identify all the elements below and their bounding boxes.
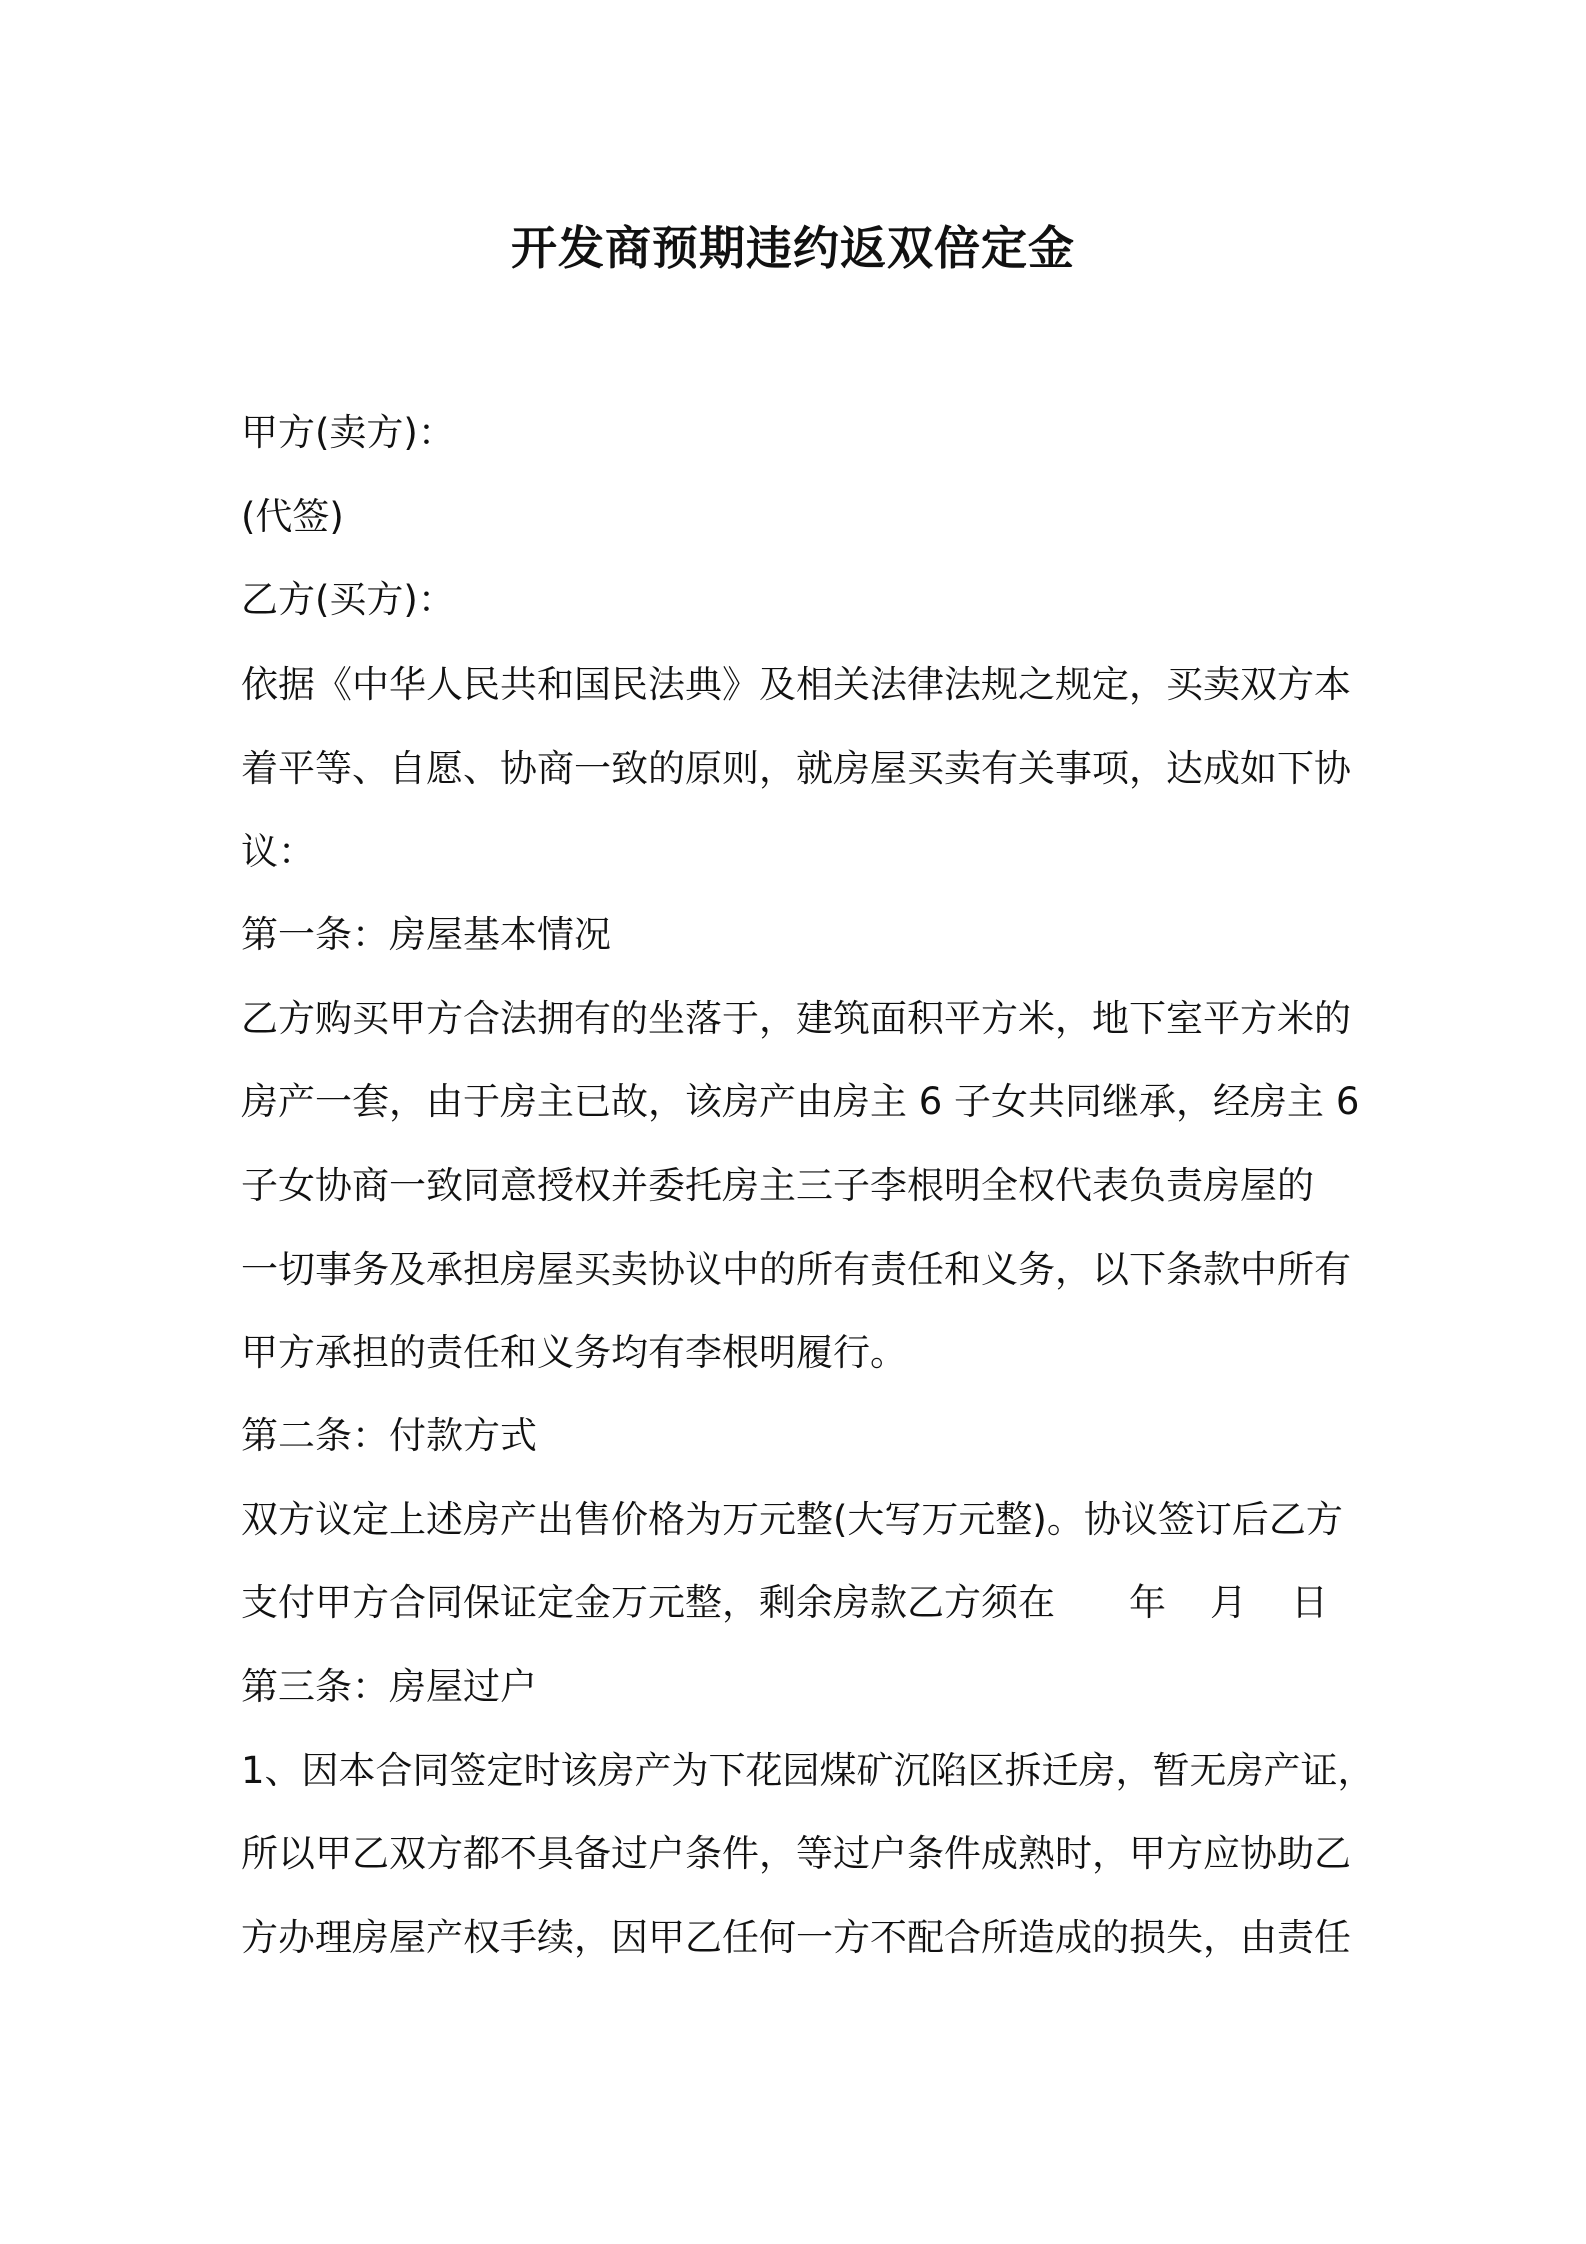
year-label: 年 <box>1129 1581 1166 1624</box>
paragraph-line: 所以甲乙双方都不具备过户条件，等过户条件成熟时，甲方应协助乙 <box>241 1832 1351 1875</box>
paragraph-line: 方办理房屋产权手续，因甲乙任何一方不配合所造成的损失，由责任 <box>241 1916 1351 1959</box>
paragraph-line: 一切事务及承担房屋买卖协议中的所有责任和义务，以下条款中所有 <box>241 1248 1351 1291</box>
paragraph-line: 议： <box>241 830 315 873</box>
paragraph-line: 房产一套，由于房主已故，该房产由房主 6 子女共同继承，经房主 6 <box>241 1080 1360 1123</box>
paragraph-line: 1、因本合同签定时该房产为下花园煤矿沉陷区拆迁房，暂无房产证， <box>241 1749 1375 1792</box>
paragraph-line: 子女协商一致同意授权并委托房主三子李根明全权代表负责房屋的 <box>241 1164 1314 1207</box>
paragraph-line: 甲方承担的责任和义务均有李根明履行。 <box>241 1331 907 1374</box>
day-label: 日 <box>1291 1581 1328 1624</box>
party-b-line: 乙方(买方)： <box>241 578 455 621</box>
proxy-sign-line: (代签) <box>241 495 344 538</box>
paragraph-line: 着平等、自愿、协商一致的原则，就房屋买卖有关事项，达成如下协 <box>241 747 1351 790</box>
payment-deadline-line <box>241 1573 1361 1633</box>
month-label: 月 <box>1210 1581 1247 1624</box>
party-a-line: 甲方(卖方)： <box>241 411 455 454</box>
document-title: 开发商预期违约返双倍定金 <box>511 221 1075 275</box>
payment-text: 支付甲方合同保证定金万元整，剩余房款乙方须在 <box>241 1581 1055 1624</box>
article-heading: 第一条：房屋基本情况 <box>241 913 611 956</box>
paragraph-line: 依据《中华人民共和国民法典》及相关法律法规之规定，买卖双方本 <box>241 663 1351 706</box>
article-heading: 第二条：付款方式 <box>241 1414 537 1457</box>
article-heading: 第三条：房屋过户 <box>241 1665 537 1708</box>
paragraph-line: 双方议定上述房产出售价格为万元整(大写万元整)。协议签订后乙方 <box>241 1498 1343 1541</box>
paragraph-line: 乙方购买甲方合法拥有的坐落于，建筑面积平方米，地下室平方米的 <box>241 997 1351 1040</box>
